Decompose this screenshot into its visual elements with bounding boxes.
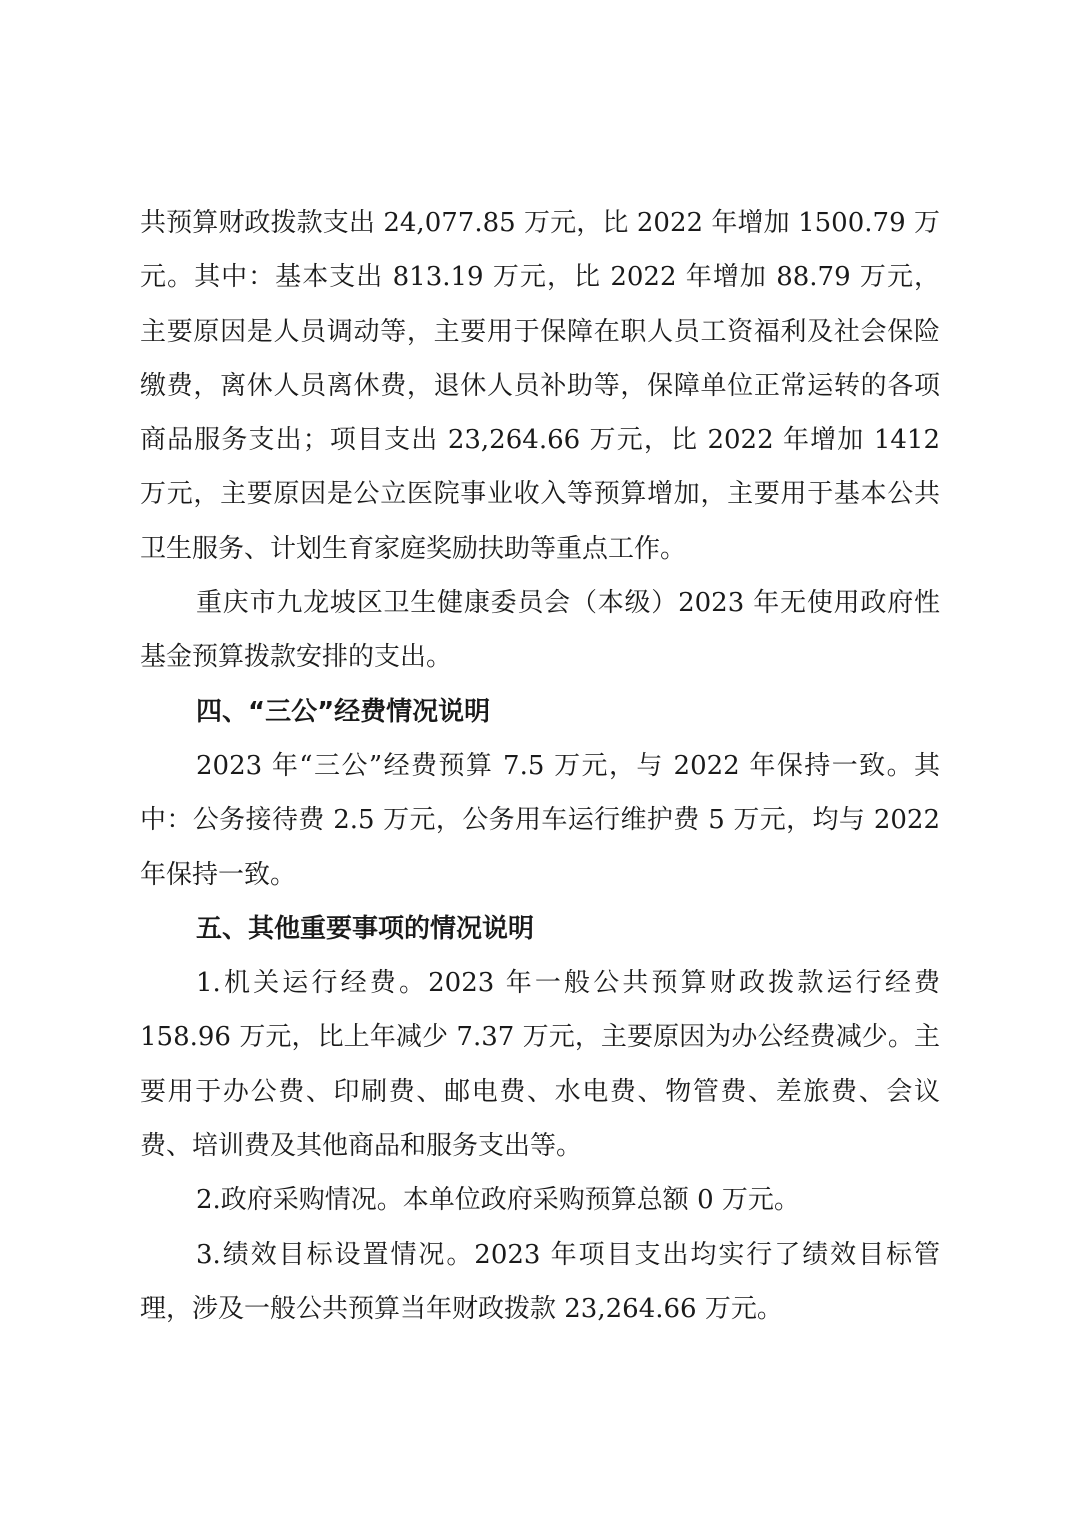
paragraph-three-public-funds: 2023 年“三公”经费预算 7.5 万元，与 2022 年保持一致。其中：公务接待费 2.5 万元，公务用车运行维护费 5 万元，均与 2022 年保持一致。 (140, 750, 940, 890)
paragraph-procurement: 2.政府采购情况。本单位政府采购预算总额 0 万元。 (196, 1185, 800, 1216)
section-heading-three-public: 四、“三公”经费情况说明 (196, 696, 491, 727)
paragraph-operating-funds: 1.机关运行经费。2023 年一般公共预算财政拨款运行经费 158.96 万元，比上年减少 7.37 万元，主要原因为办公经费减少。主要用于办公费、印刷费、邮电费、水电费、物管费、差旅费、会议费、培训费及其他商品和服务支出等。 (140, 968, 940, 1162)
section-heading-other-matters: 五、其他重要事项的情况说明 (196, 913, 535, 944)
paragraph-government-fund: 重庆市九龙坡区卫生健康委员会（本级）2023 年无使用政府性基金预算拨款安排的支出。 (140, 588, 940, 673)
paragraph-performance-targets: 3.绩效目标设置情况。2023 年项目支出均实行了绩效目标管理，涉及一般公共预算当年财政拨款 23,264.66 万元。 (140, 1239, 940, 1324)
paragraph-budget-expenditure: 共预算财政拨款支出 24,077.85 万元，比 2022 年增加 1500.79 万元。其中：基本支出 813.19 万元，比 2022 年增加 88.79 万元，主要原因是人员调动等，主要用于保障在职人员工资福利及社会保险缴费，离休人员离休费，退休人员补助等，保障单位正常运转的各项商品服务支出；项目支出 23,264.66 万元，比 2022 年增加 1412 万元，主要原因是公立医院事业收入等预算增加，主要用于基本公共卫生服务、计划生育家庭奖励扶助等重点工作。 (140, 208, 940, 564)
document-body (140, 196, 940, 1336)
